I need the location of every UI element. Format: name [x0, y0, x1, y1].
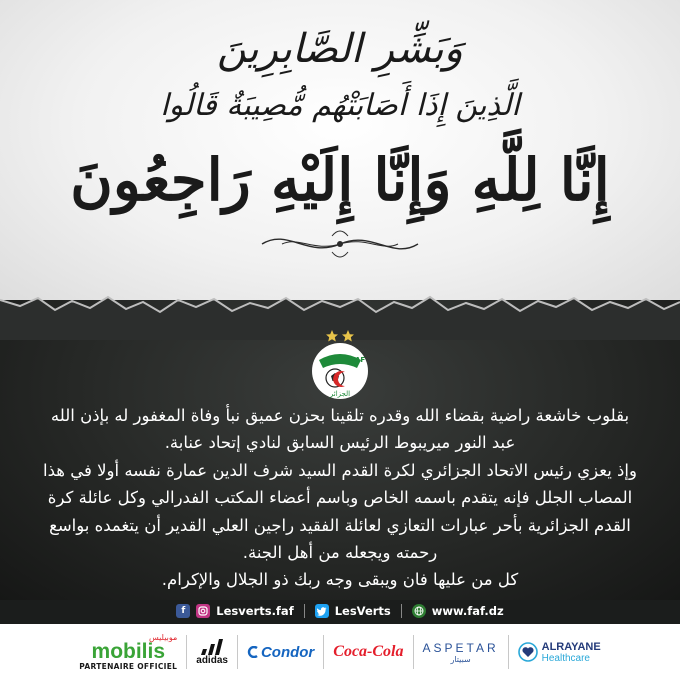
- twitter-icon[interactable]: [315, 604, 329, 618]
- facebook-icon[interactable]: f: [176, 604, 190, 618]
- faf-crest-logo: [311, 342, 369, 400]
- globe-icon[interactable]: [412, 604, 426, 618]
- condolence-message: [40, 402, 640, 594]
- twitter-handle-link[interactable]: LesVerts: [334, 604, 391, 618]
- social-links-bar: [0, 600, 680, 622]
- coca-cola-logo: Coca-Cola: [333, 643, 404, 660]
- verse-line-1: وَبَشِّرِ الصَّابِرِينَ: [217, 26, 463, 72]
- separator: [401, 604, 402, 618]
- adidas-stripes-icon: [199, 639, 225, 655]
- message-paragraph-1: بقلوب خاشعة راضية بقضاء الله وقدره تلقينا بحزن عميق نبأ وفاة المغفور له بإذن الله عبد النور ميريبوط الرئيس السابق لنادي إتحاد عنابة.: [50, 406, 630, 453]
- two-stars-icon: [325, 330, 355, 342]
- message-paragraph-3: كل من عليها فان ويبقى وجه ربك ذو الجلال والإكرام.: [161, 570, 519, 590]
- sponsor-condor[interactable]: [238, 632, 323, 672]
- crest-badge-text: FAF: [351, 356, 366, 364]
- instagram-icon[interactable]: [196, 604, 210, 618]
- website-link[interactable]: www.faf.dz: [431, 604, 504, 618]
- crest-arabic-text: الجزائر: [329, 390, 351, 398]
- condor-mark-icon: [247, 646, 259, 658]
- official-partner-label: PARTENAIRE OFFICIEL: [79, 661, 178, 671]
- sponsor-aspetar[interactable]: [414, 632, 508, 672]
- ornament-divider: [258, 222, 422, 266]
- verse-line-2: الَّذِينَ إِذَا أَصَابَتْهُم مُّصِيبَةٌ قَالُوا: [160, 88, 520, 123]
- separator: [304, 604, 305, 618]
- sponsor-adidas[interactable]: [187, 632, 237, 672]
- mobilis-arabic: موبيليس: [148, 632, 178, 642]
- healthcare-label: Healthcare: [541, 652, 590, 664]
- mobilis-logo: mobilis: [91, 639, 166, 663]
- verse-line-3: إِنَّا لِلَّهِ وَإِنَّا إِلَيْهِ رَاجِعُونَ: [70, 146, 610, 214]
- message-paragraph-2: وإذ يعزي رئيس الاتحاد الجزائري لكرة القدم السيد شرف الدين عمارة نفسه أولا في هذا المصاب الجلل فإنه يتقدم باسمه الخاص وباسم أعضاء المكتب الفدرالي وكل عائلة كرة القدم الجزائرية بأحر عبارات التعازي لعائلة الفقيد راجين العلي القدير أن يتغمده بواسع رحمته ويجعله من أهل الجنة.: [43, 460, 637, 563]
- aspetar-logo: ASPETAR: [422, 640, 499, 655]
- sponsor-coca-cola[interactable]: [324, 632, 412, 672]
- condor-logo: Condor: [260, 643, 315, 661]
- instagram-handle-link[interactable]: Lesverts.faf: [216, 604, 294, 618]
- adidas-logo: adidas: [196, 654, 228, 666]
- sponsor-mobilis[interactable]: [70, 632, 186, 672]
- aspetar-arabic: سبيتار: [450, 654, 471, 664]
- alrayane-heart-icon: [518, 642, 538, 662]
- alrayane-logo: ALRAYANE: [541, 640, 601, 653]
- sponsors-bar: [0, 624, 680, 680]
- sponsor-alrayane[interactable]: [509, 632, 610, 672]
